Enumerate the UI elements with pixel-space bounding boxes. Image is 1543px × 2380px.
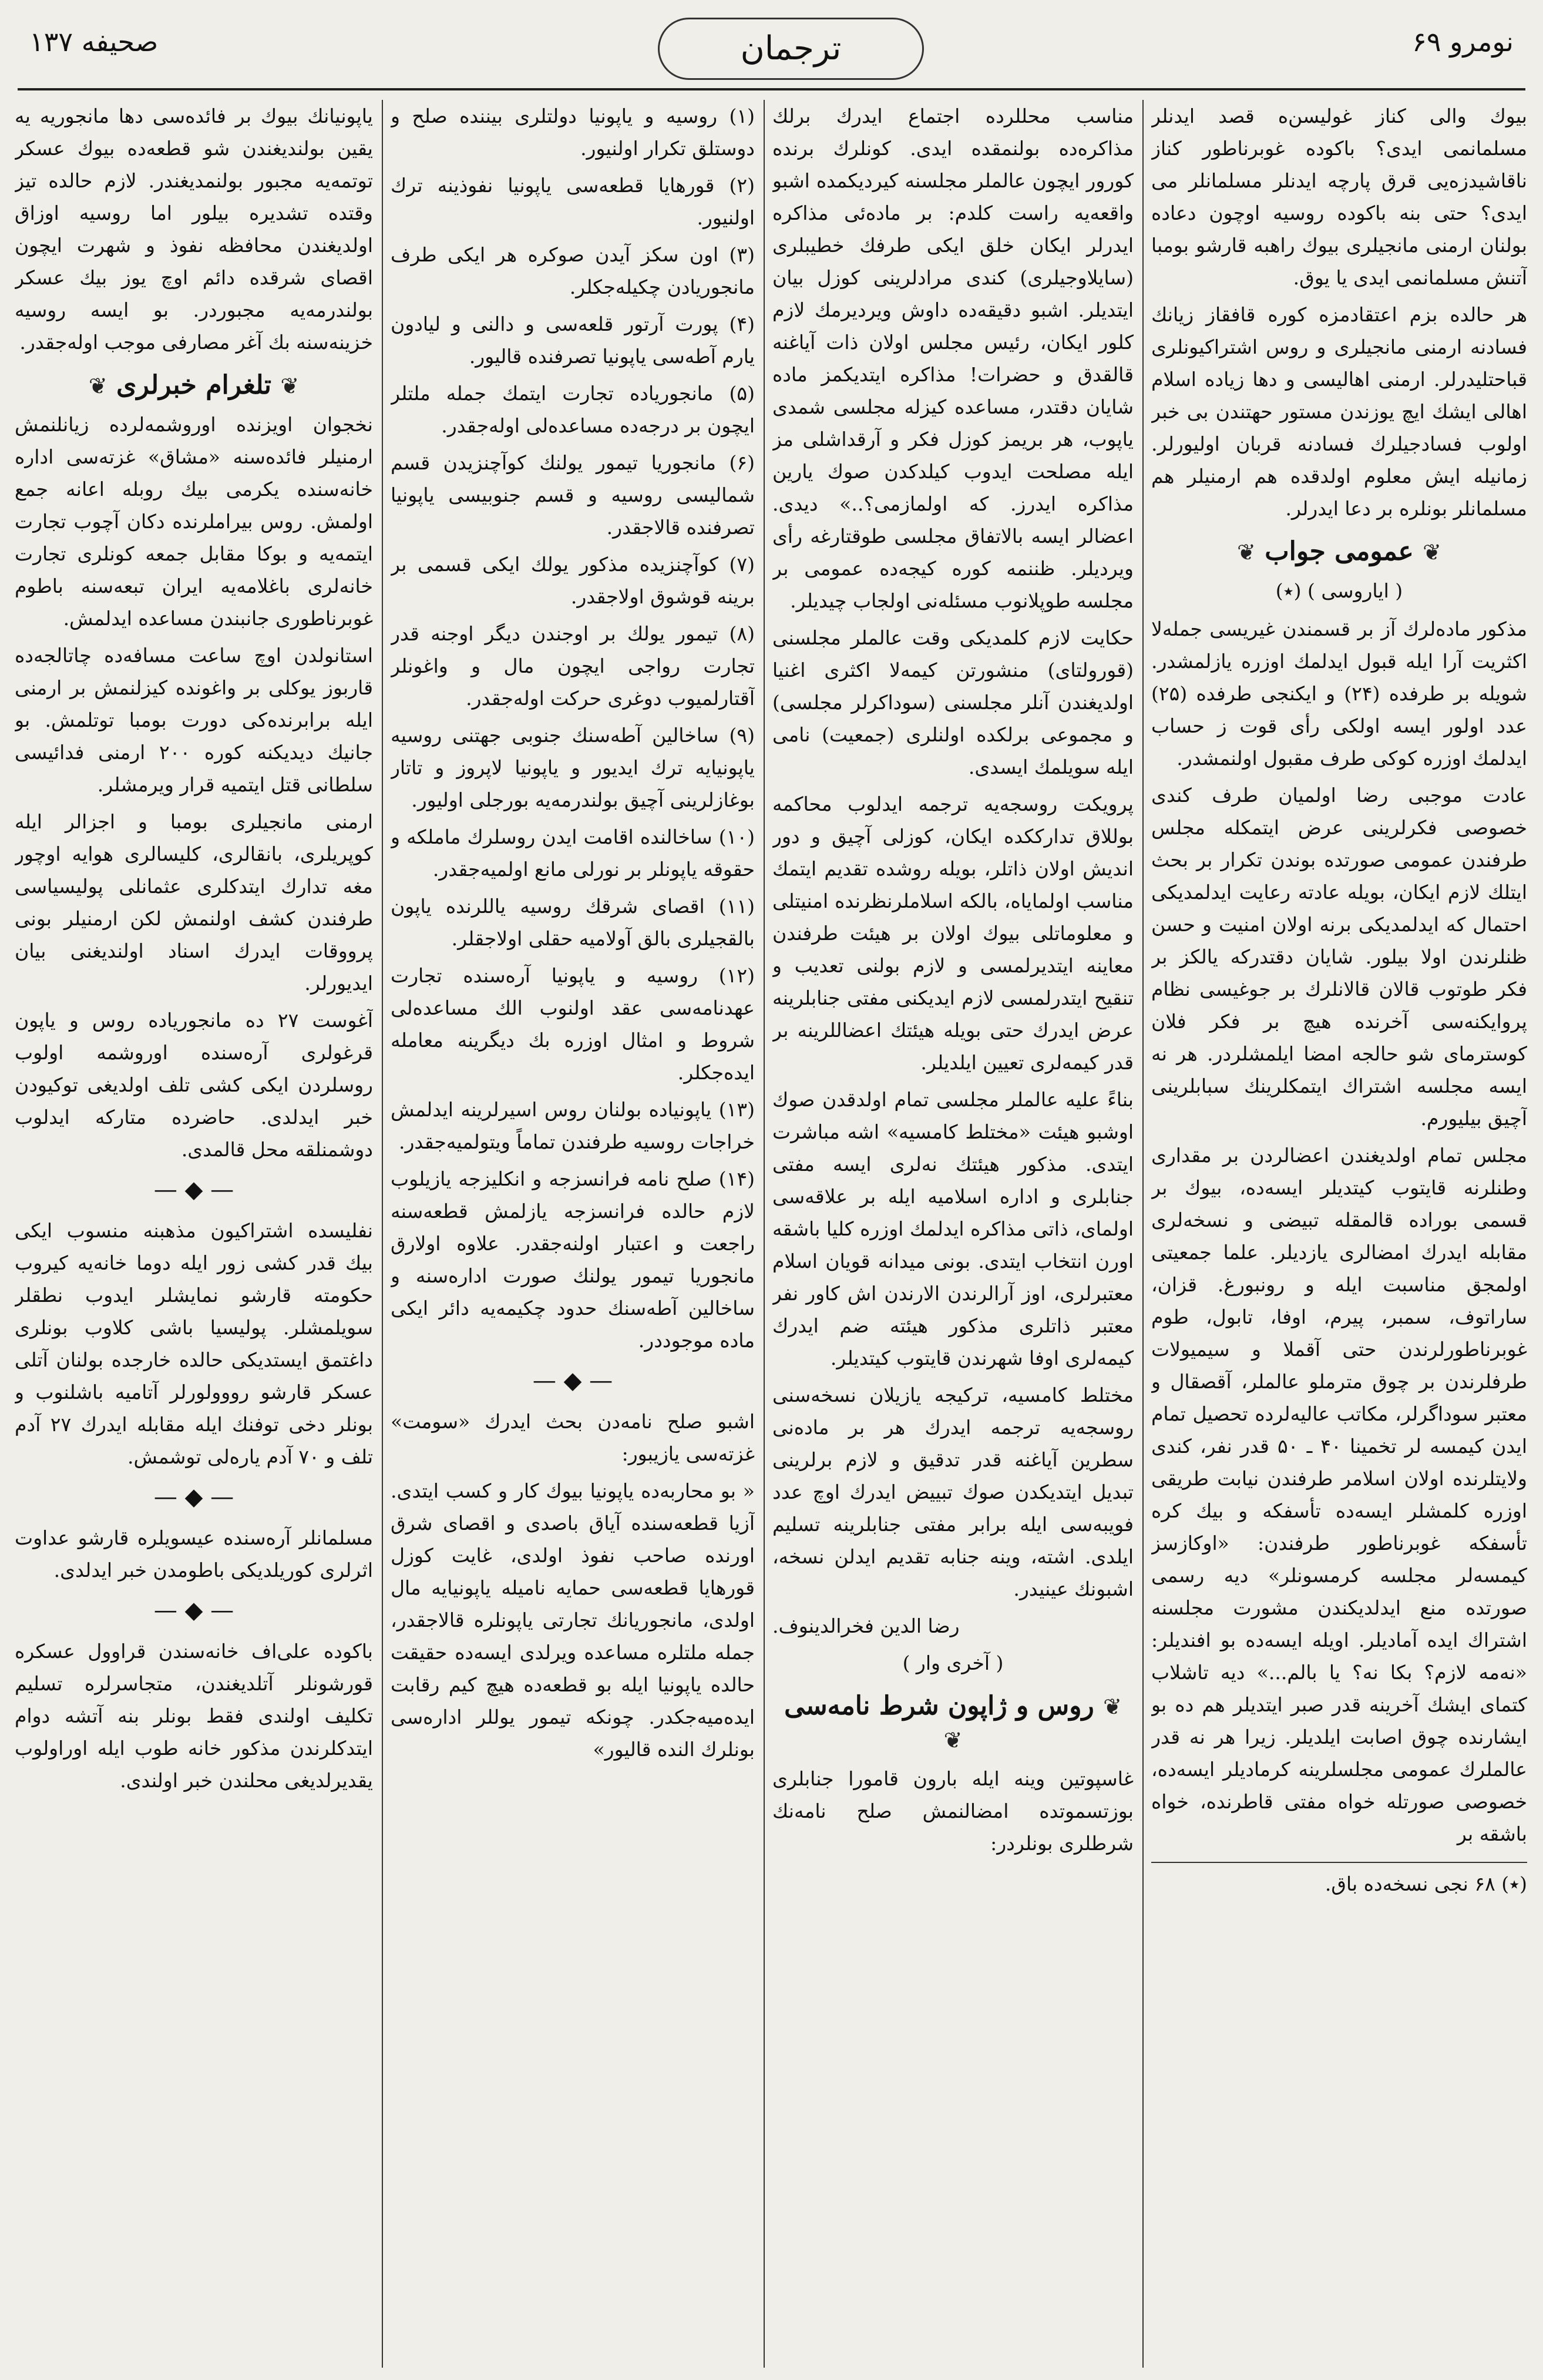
column-4	[15, 100, 373, 2368]
ornament-icon: ❦	[1423, 539, 1441, 565]
news-item: مسلمانلر آره‌سنده عیسویلره قارشو عداوت اثرلری كوریلدیكی باطومدن خبر ایدلدی.	[15, 1526, 373, 1582]
news-item: نفلیسده اشتراكیون مذهبنه منسوب ایكی بیك قدر كشی زور ایله دوما خانه‌یه كیروب حكومته قارشو نمایشلر ایدوب نطقلر سویلمشلر. پولیسیا باشی كلاوب بونلری داغتمق ایستدیكی حالده خارجده بولنان آتلی عسكر قارشو رووولورلر آتامیه باشلنوب و بونلر دخی توفنك ایله مقابله ایدرك ۲۷ آدم تلف و ۷۰ آدم یاره‌لی توشمش.	[15, 1219, 373, 1468]
paragraph: پرویكت روسجه‌یه ترجمه ایدلوب محاكمه بوللاق تدارككده ایكان، كوزلی آچیق و دور اندیش اولان ذاتلر، بویله روشده تقدیم ایتمك مناسب اولمایاه، بالكه اسلاملرنظرنده امنیتلی و معلوماتلی بیوك اولان بر هیئت طرفندن معاینه ایتدیرلمسی و لازم بولنی تعدیب و تنقیح ایتدرلمسی لازم ایدیكنی مفتی جنابلرینه عرض ایدرك حتی بویله هیئتك اعضاللرینه بر قدر كیمه‌لری تعیین ایلدیلر.	[772, 793, 1134, 1074]
section-heading: ❦ روس و ژاپون شرط نامه‌سی ❦	[784, 1691, 1122, 1753]
footnote: (٭) ۶۸ نجی نسخه‌ده باق.	[1151, 1862, 1527, 1900]
section-heading: ❦ عمومی جواب ❦	[1237, 536, 1441, 566]
column-1	[1151, 100, 1527, 2368]
ornament-icon: ❦	[280, 373, 300, 399]
treaty-article: (۲) قورهایا قطعه‌سی یاپونیا نفوذینه ترك اولنیور.	[391, 174, 755, 229]
separator: — ◆ —	[153, 1597, 234, 1624]
news-item: آغوست ۲۷ ده مانجوریاده روس و یاپون قرغولری آره‌سنده اوروشمه اولوب روسلردن ایكی كشی تلف اولدیغی توكیودن خبر ایدلدی. حاضرده متاركه ایدلوب دوشمنلقه محل قالمدی.	[15, 1009, 373, 1161]
treaty-article: (۱۳) یاپونیاده بولنان روس اسیرلرینه ایدلمش خراجات روسیه طرفندن تماماً ویتولمیه‌جقدر.	[391, 1098, 755, 1153]
news-item: استانولدن اوچ ساعت مسافه‌ده چاتالجه‌ده قاربوز یوكلی بر واغونده كیزلنمش بر ارمنی ایله برابرنده‌كی دورت بومبا توتلمش. بو جانیك دیدیكنه كوره ۲۰۰ ارمنی فدائیسی سلطانی قتل ایتمیه قرار ویرمشلر.	[15, 644, 373, 796]
paragraph: مذكور ماده‌لرك آز بر قسمندن غیریسی جمله‌لا اكثریت آرا ایله قبول ایدلمك اوزره یازلمشدر. شویله بر طرفده (۲۴) و ایكنجی طرفده (۲۵) عدد اولور ایسه اولكی رأی قوت ز حساب ایدلمك اوزره كوكی طرف مقبول اولنمشدر.	[1151, 617, 1527, 770]
newspaper-title: ترجمان	[658, 18, 924, 80]
treaty-article: (۱۴) صلح نامه فرانسزجه و انكلیزجه یازیلوب لازم حالده فرانسزجه یازلمش قطعه‌سنه راجعت و اعتبار اولنه‌جقدر. علاوه اولارق مانجوریا تیمور یولنك صورت اداره‌سنه و ساخالین آطه‌سنك حدود چكیمه‌یه دائر ایكی ماده موجوددر.	[391, 1167, 755, 1352]
section-heading: ❦ تلغرام خبرلری ❦	[88, 370, 300, 400]
paragraph: غاسپوتین وینه ایله بارون قامورا جنابلری بوزتسموتده امضالنمش صلح نامه‌نك شرطلری بونلردر:	[772, 1767, 1134, 1855]
treaty-article: (۷) كوآچنزیده مذكور یولك ایكی قسمی بر برینه قوشوق اولاجقدر.	[391, 553, 755, 608]
paragraph: بیوك والی كناز غولیسن‌ه قصد ایدنلر مسلمانمی ایدی؟ باكوده غوبرناطور كناز ناقاشیدزه‌یی قرق پارچه ایدنلر مسلمانلر می ایدی؟ حتی بنه باكوده روسیه اوچون دعاده بولنان ارمنی مانجیلری بیوك راهبه قارشو بومبا آتنش مسلمانمی ایدی یا یوق.	[1151, 105, 1527, 289]
paragraph: مناسب محللرده اجتماع ایدرك برلك مذاكره‌ده بولنمقده ایدی. كونلرك برنده كورور ایچون عالملر مجلسنه كیردیكمده اشبو واقعه‌یه راست كلدم: بر ماده‌ئی مذاكره ایدرلر ایكان خلق ایكی طرفك خطیبلری (سایلاوجیلری) كندی مرادلرینی كوزل بیان ایتدیلر. اشبو دقیقه‌ده داوش ویردیرمك لازم كلور ایكان، رئیس مجلس اولان ذات آیاغنه قالقدق و حضرات! مذاكره ایتدیكمز ماده شایان دقتدر، مساعده كیزله مجلسی شمدی یاپوب، هر بریمز كوزل فكر و آرقداشلی مز ایله مصلحت ایدوب كیلدكدن صوك یارین مذاكره ایدرز. كه اولمازمی؟..» دیدی. اعضالر ایسه بالاتفاق مجلسی طوقتارغه رأی ویردیلر. ظننمه كوره كیجه‌ده عمومی بر مجلسه طوپلانوب مسئله‌نی اولجاب چیدیلر.	[772, 105, 1134, 612]
paragraph: اشبو صلح نامه‌دن بحث ایدرك «سومت» غزته‌سی یازیبور:	[391, 1410, 755, 1465]
paragraph: بناءً علیه عالملر مجلسی تمام اولدقدن صوك اوشبو هیئت «مختلط كامسیه» اشه مباشرت ایتدی. مذكور هیئتك نه‌لری ایسه مفتی جنابلری و اداره اسلامیه ایله بر علاقه‌سی اولمای، ذاتی مذاكره ایدلمك اوزره كلیا باشقه اورن انتخاب ایتدی. بونی میدانه قویان اسلام معتبرلری، اوز آرالرندن الارندن اش كاور نفر معتبر ذاتلری مذكور هیئته ضم ایدرك كیمه‌لری اوفا شهرندن قایتوب كیتدیلر.	[772, 1088, 1134, 1369]
page-number: صحیفه ۱۳۷	[29, 26, 159, 58]
separator: — ◆ —	[532, 1367, 613, 1394]
treaty-article: (۴) پورت آرتور قلعه‌سی و دالنی و لیادون یارم آطه‌سی یاپونیا تصرفنده قالیور.	[391, 313, 755, 368]
column-rule	[1142, 100, 1144, 2368]
paragraph: مختلط كامسیه، تركیجه یازیلان نسخه‌سنی روسجه‌یه ترجمه ایدرك هر بر ماده‌نی سطرین آیاغنه قدر تدقیق و لازم برلرینی تبدیل ایتدیكدن صوك تبییض ایدرك اوچ عدد فویبه‌سی ایله برابر مفتی جنابلرینه تسلیم ایلدی. اشته، وینه جنابه تقدیم ایدلن نسخه، اشبونك عینیدر.	[772, 1384, 1134, 1600]
paragraph: مجلس تمام اولدیغندن اعضالردن بر مقداری وطنلرنه قایتوب كیتدیلر ایسه‌ده، بیوك بر قسمی بوراده قالمقله تبیضی و نسخه‌لری مقابله ایدرك امضالری یازدیلر. علما جمعیتی اولمجق مناسبت ایله و رونبورغ. قزان، ساراتوف، سمبر، پیرم، اوفا، تابول، طوم غوبرناطورلرندن حتی آقملا و سیمیولات طرفلرندن بر چوق مترملو عالملر، آقصقال و معتبر سوداگرلر، مكاتب عالیه‌لرده تحصیل تمام ایدن كیمسه لر تخمینا ۴۰ ـ ۵۰ قدر نفر، كندی ولایتلرنده اولان اسلامر طرفندن نیابت طریقی اوزره كلمشلر ایسه‌ده تأسفكه و بیك كره تأسفكه غوبرناطور طرفندن: «اوكازسز كیمسه‌لر مجلسه كرمسونلر» دیه رسمی صورتده منع ایدلدیكندن مشورت مجلسنه اشتراك ایده آمادیلر. اویله ایسه‌ده بو افندیلر: «نه‌مه لازم؟ بكا نه؟ یا بالم...» دیه تاشلاب كتمای ایشك آخرینه قدر صبر ایتدیلر هم ده بو ایشارنده چوق اصابت ایلدیلر. زیرا هر نه قدر عالملرك عمومی مجلسلرینه كرمادیلر ایسه‌ده، خصوصی صورتله خواه مفتی قاطرنده، خواه باشقه بر	[1151, 1144, 1527, 1845]
paragraph: یاپونیانك بیوك بر فائده‌سی دها مانجوریه یه یقین بولندیغندن شو قطعه‌ده بیوك عسكر توتمه‌یه مجبور بولنمدیغندر. لازم حالده تیز وقتده تشدیره بیلور اما روسیه اوزاق اولدیغندن محافظه نفوذ و شهرت ایچون اقصای شرقده دائم اوچ یوز بیك عسكر بولندرمه‌یه مجبوردر. بو ایسه روسیه خزینه‌سنه بك آغر مصارفی موجب اوله‌جقدر.	[15, 105, 373, 354]
news-item: باكوده علی‌اف خانه‌سندن قراوول عسكره قورشونلر آتلدیغندن، متجاسرلره تسلیم تكلیف اولندی فقط بونلر بنه آتشه دوام ایتدكلرندن مذكور خانه طوب ایله اوراولوب یقدیرلدیغی محلندن خبر اولندی.	[15, 1640, 373, 1792]
news-item: ارمنی مانجیلری بومبا و اجزالر ایله كوپریلری، بانقالری، كلیسالری هوایه اوچور مغه تدارك ایتدكلری عثمانلی پولیسیاسی طرفندن كشف اولنمش لكن ارمنیلر بونی پرووقات ایدرك اسناد اولندیغنی بیان ایدیورلر.	[15, 810, 373, 995]
treaty-article: (۱) روسیه و یاپونیا دولتلری بیننده صلح و دوستلق تكرار اولنیور.	[391, 105, 755, 160]
treaty-article: (۱۱) اقصای شرقك روسیه یاللرنده یاپون بالقجیلری بالق آولامیه حقلی اولاجقلر.	[391, 895, 755, 950]
column-2	[772, 100, 1134, 2368]
paragraph: عادت موجبی رضا اولمیان طرف كندی خصوصی فكرلرینی عرض ایتمكله مجلس طرفندن عمومی صورتده بوندن تكرار بر بحث ایتلك لازم ایكان، بویله عادته رعایت ایدلمدیكی احتمال كه ایدلمدیكی برنه اولان امنیت و حسن ظنلرندن اولا بیلور. شایان دقتدركه یالكز بر فكر طوتوب قالان قالانلرك بر جوغیسی نظام پروایكنه‌سی آخرنده هیچ بر فكر فلان كوسترمای شو حالجه امضا ایلمشلردر. هر نه ایسه مجلسه اشتراك ایتمكلرینك سبابلرینی آچیق بیلیورم.	[1151, 784, 1527, 1130]
paragraph: هر حالده بزم اعتقادمزه كوره قافقاز زیانك فسادنه ارمنی مانجیلری و روس اشتراكیونلری قباحتلیدرلر. ارمنی اهالیسی و دها زیاده اسلام اهالی ایشك ایچ یوزندن مستور حهتندن بی خبر اولوب فسادجیلرك فسادنه قربان اولیورلر. زمانیله ایش معلوم اولدقده هم ارمنیلر هم مسلمانلر بونلره بر دعا ایدرلر.	[1151, 303, 1527, 520]
treaty-article: (۸) تیمور یولك بر اوجندن دیگر اوجنه قدر تجارت رواجی ایچون مال و واغونلر آقتارلمیوب دوغری حركت اوله‌جقدر.	[391, 622, 755, 710]
column-rule	[382, 100, 383, 2368]
treaty-article: (۳) اون سكز آیدن صوكره هر ایكی طرف مانجوریادن چكیله‌جكلر.	[391, 243, 755, 298]
ornament-icon: ❦	[943, 1727, 963, 1753]
header-rule	[18, 88, 1525, 90]
column-rule	[764, 100, 765, 2368]
separator: — ◆ —	[153, 1483, 234, 1510]
separator: — ◆ —	[153, 1176, 234, 1203]
treaty-article: (۹) ساخالین آطه‌سنك جنوبی جهتنی روسیه یاپونیایه ترك ایدیور و یاپونیا لاپروز و تاتار بوغازلرینی آچیق بولندرمه‌یه بورجلی اولیور.	[391, 724, 755, 811]
ornament-icon: ❦	[1103, 1694, 1122, 1720]
ornament-icon: ❦	[1237, 539, 1256, 565]
ornament-icon: ❦	[88, 373, 107, 399]
treaty-article: (۵) مانجوریاده تجارت ایتمك جمله ملتلر ایچون بر درجه‌ده مساعده‌لی اوله‌جقدر.	[391, 382, 755, 437]
page-header	[18, 18, 1525, 88]
paragraph: « بو محاربه‌ده یاپونیا بیوك كار و كسب ایتدی. آزیا قطعه‌سنده آیاق باصدی و اقصای شرق اورنده صاحب نفوذ اولدی، غایت كوزل قورهایا قطعه‌سی حمایه نامیله یاپونیایه مال اولدی، مانجوریانك تجارتی یاپونلره قالاجقدر، جمله ملتلره مساعده ویرلدی ایسه‌ده حقیقت حالده یاپونیا ایله بو قطعه‌ده هیچ كیم رقابت ایده‌میه‌جكدر. چونكه تیمور یوللر اداره‌سی بونلرك النده قالیور»	[391, 1479, 755, 1761]
paragraph: حكایت لازم كلمدیكی وقت عالملر مجلسنی (قورولتای) منشورتن كیمه‌لا اكثری اغنیا اولدیغندن آنلر مجلسنی (سوداكرلر مجلسی) و مجموعی برلكده اولنلری (جمعیت) نامی ایله سویلمك ایسدی.	[772, 626, 1134, 778]
treaty-article: (۱۰) ساخالنده اقامت ایدن روسلرك ماملكه و حقوقه یاپونلر بر نورلی مانع اولمیه‌جقدر.	[391, 825, 755, 881]
continued-note: ( آخری وار )	[902, 1651, 1004, 1674]
issue-number: نومرو ۶۹	[1412, 26, 1514, 58]
column-3	[391, 100, 755, 2368]
treaty-article: (۶) مانجوریا تیمور یولنك كوآچنزیدن قسم شمالیسی روسیه و قسم جنوبیسی یاپونیا تصرفنده قالاجقدر.	[391, 451, 755, 539]
treaty-article: (۱۲) روسیه و یاپونیا آره‌سنده تجارت عهدنامه‌سی عقد اولنوب الك مساعده‌لی شروط و امثال اوزره بك دیگرینه معامله ایده‌جكلر.	[391, 964, 755, 1084]
signature: رضا الدین فخرالدینوف.	[772, 1614, 960, 1637]
news-item: نخجوان اویزنده اوروشمه‌لرده زیانلنمش ارمنیلر فائده‌سنه «مشاق» غزته‌سی اداره خانه‌سنده یكرمی بیك روبله اعانه جمع اولمش. روس بیراملرنده دكان آچوب تجارت ایتمه‌یه و بوكا مقابل جمعه كونلری تجارت خانه‌لری باغلامه‌یه ایران تبعه‌سنه باطوم غوبرناطوری جانبندن مساعده ایدلمش.	[15, 413, 373, 630]
section-subheading: ( ایاروسی ) (٭)	[1275, 579, 1403, 602]
